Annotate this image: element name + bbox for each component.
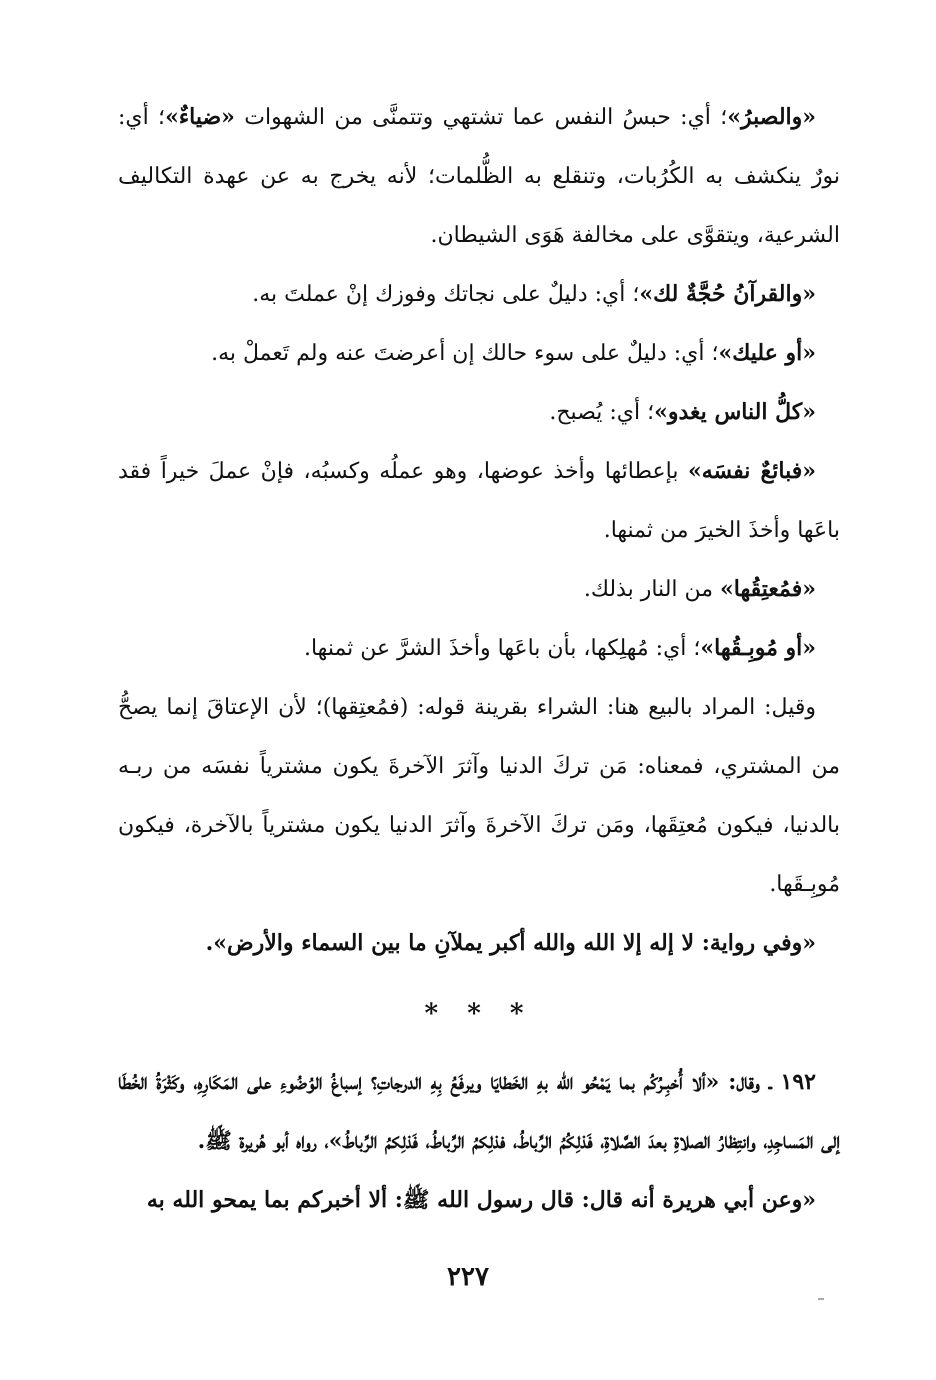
paragraph-p10 bbox=[118, 1053, 840, 1171]
text-run: «فمُعتِقُها» bbox=[720, 576, 816, 602]
paragraph-p5 bbox=[118, 442, 840, 560]
scan-mark bbox=[818, 1298, 824, 1300]
text-run: ١٩٢ ـ وقال: «ألا أُخبِـرُكُم بما يَمْحُو الله بهِ الخَطايَا ويرفَعُ بِهِ الدرجاتِ؟ إسباغُ الوُضُوءِ على المَكَارِهِ، وكَثْرَةُ الخُطَا إلى المَساجِدِ، وانتِظارُ الصلاةِ بعدَ الصَّلاةِ، فَذلِكُمُ الرِّباطُ، فذلِكمُ الرِّباطُ، فَذلِكمُ الرِّباطُ»، رواه أبو هُريرة ﷺ. bbox=[118, 1069, 840, 1154]
paragraph-p6 bbox=[118, 560, 840, 619]
text-run: «وعن أبي هريرة أنه قال: قال رسول الله ﷺ: ألا أخبركم بما يمحو الله به bbox=[146, 1187, 816, 1213]
paragraph-p1 bbox=[118, 88, 840, 265]
text-run: «والصبرُ» bbox=[727, 104, 817, 130]
text-run: «وفي رواية: لا إله إلا الله والله أكبر يملآنِ ما بين السماء والأرض». bbox=[205, 930, 816, 956]
text-run: وقيل: المراد بالبيع هنا: الشراء بقرينة قوله: (فمُعتِقها)؛ لأن الإعتاقَ إنما يصحُّ من المشتري، فمعناه: مَن تركَ الدنيا وآثرَ الآخرةَ يكون مشترياً نفسَه من ربـه بالدنيا، فيكون مُعتِقَها، ومَن تركَ الآخرةَ وآثرَ الدنيا يكون مشترياً بالآخرة، فيكون مُوبِـقَها. bbox=[118, 695, 840, 897]
text-run: بإعطائها وأخذ عوضها، وهو عملُه وكسبُه، فإنْ عملَ خيراً فقد باعَها وأخذَ الخيرَ من ثمنها. bbox=[118, 459, 840, 543]
commentary-section bbox=[118, 88, 840, 973]
paragraph-p4 bbox=[118, 383, 840, 442]
paragraph-p9 bbox=[118, 914, 840, 973]
section-separator: * * * bbox=[424, 999, 534, 1029]
text-run: ؛ أي: دليلٌ على نجاتك وفوزك إنْ عملتَ به. bbox=[252, 282, 640, 307]
text-run: ؛ أي: نورٌ ينكشف به الكُرُبات، وتنقلع به الظُّلمات؛ لأنه يخرج به عن عهدة التكاليف الشرعية، ويتقوَّى على مخالفة هَوَى الشيطان. bbox=[118, 105, 840, 248]
text-run: ؛ أي: دليلٌ على سوء حالك إن أعرضتَ عنه ولم تَعملْ به. bbox=[211, 341, 719, 366]
text-run: من النار بذلك. bbox=[583, 577, 721, 602]
paragraph-p11 bbox=[118, 1171, 840, 1230]
text-run: «أو مُوبِـقُها» bbox=[700, 635, 816, 661]
text-run: ؛ أي: يُصبح. bbox=[549, 400, 655, 425]
page-body bbox=[118, 88, 840, 1230]
paragraph-p7 bbox=[118, 619, 840, 678]
paragraph-p8 bbox=[118, 678, 840, 914]
paragraph-p3 bbox=[118, 324, 840, 383]
hadith-section bbox=[118, 1053, 840, 1230]
text-run: «أو عليك» bbox=[718, 340, 816, 366]
text-run: «ضياءٌ» bbox=[165, 104, 235, 130]
text-run: ؛ أي: حبسُ النفس عما تشتهي وتتمنَّى من الشهوات bbox=[234, 105, 728, 130]
text-run: «فبائعٌ نفسَه» bbox=[687, 458, 816, 484]
page-number: ٢٢٧ bbox=[447, 1262, 489, 1292]
paragraph-p2 bbox=[118, 265, 840, 324]
text-run: «والقرآنُ حُجَّةٌ لك» bbox=[639, 281, 816, 307]
text-run: ؛ أي: مُهلِكها، بأن باعَها وأخذَ الشرَّ عن ثمنها. bbox=[303, 636, 701, 661]
text-run: «كلُّ الناس يغدو» bbox=[654, 399, 816, 425]
